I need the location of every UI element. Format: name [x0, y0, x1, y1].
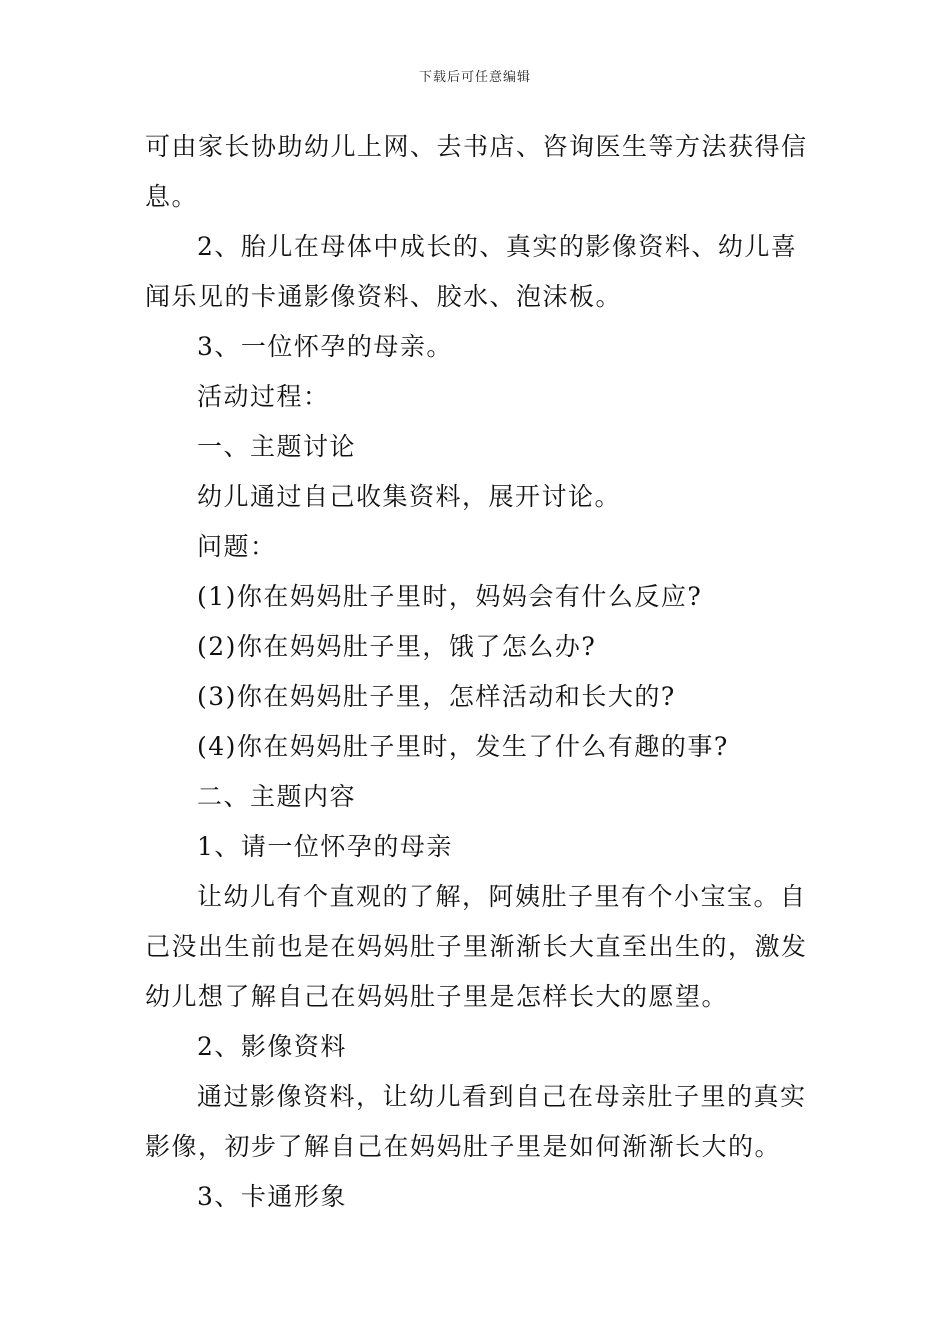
section-heading: 二、主题内容 — [197, 782, 357, 811]
paragraph: 让幼儿有个直观的了解，阿姨肚子里有个小宝宝。自己没出生前也是在妈妈肚子里渐渐长大直至出生的，激发幼儿想了解自己在妈妈肚子里是怎样长大的愿望。 — [145, 882, 808, 1011]
paragraph: 问题： — [197, 532, 277, 561]
question-item: (3)你在妈妈肚子里，怎样活动和长大的? — [197, 682, 676, 711]
question-item: (4)你在妈妈肚子里时，发生了什么有趣的事? — [197, 732, 729, 761]
question-item: (2)你在妈妈肚子里，饿了怎么办? — [197, 632, 597, 661]
paragraph: 可由家长协助幼儿上网、去书店、咨询医生等方法获得信息。 — [145, 132, 808, 211]
subsection-heading: 3、卡通形象 — [197, 1182, 347, 1211]
section-heading: 活动过程： — [197, 382, 330, 411]
paragraph: 幼儿通过自己收集资料，展开讨论。 — [197, 482, 622, 511]
subsection-heading: 1、请一位怀孕的母亲 — [197, 832, 453, 861]
question-item: (1)你在妈妈肚子里时，妈妈会有什么反应? — [197, 582, 703, 611]
paragraph: 2、胎儿在母体中成长的、真实的影像资料、幼儿喜闻乐见的卡通影像资料、胶水、泡沫板。 — [145, 232, 798, 311]
page-header: 下载后可任意编辑 — [418, 70, 531, 85]
paragraph: 3、一位怀孕的母亲。 — [197, 332, 453, 361]
paragraph: 通过影像资料，让幼儿看到自己在母亲肚子里的真实影像，初步了解自己在妈妈肚子里是如何渐渐长大的。 — [145, 1082, 807, 1161]
section-heading: 一、主题讨论 — [197, 432, 357, 461]
subsection-heading: 2、影像资料 — [197, 1032, 347, 1061]
document-body — [145, 122, 810, 1222]
